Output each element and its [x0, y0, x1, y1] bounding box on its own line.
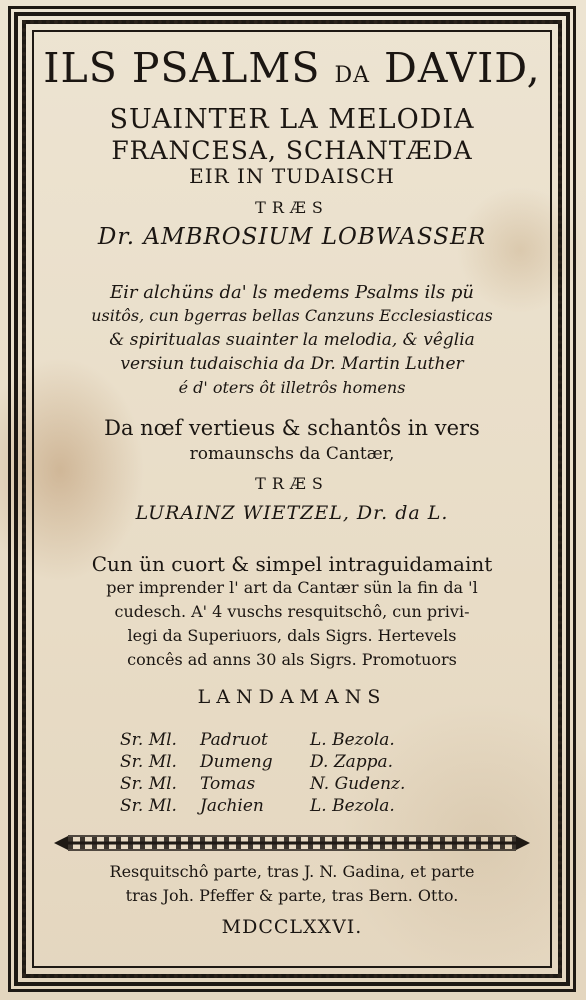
- landaman-last-name: L. Bezola.: [310, 796, 395, 816]
- landaman-title: Sr. Ml.: [120, 774, 177, 794]
- translation-line-2: romaunschs da Cantær,: [189, 444, 395, 464]
- imprint-line-2: tras Joh. Pfeffer & parte, tras Bern. Otto.: [125, 886, 459, 905]
- subtitle-line-2: FRANCESA, SCHANTÆDA: [111, 136, 473, 165]
- title-page-content: [38, 36, 546, 962]
- main-title: [38, 44, 546, 92]
- landaman-title: Sr. Ml.: [120, 730, 177, 750]
- title-david: DAVID,: [384, 44, 541, 92]
- title-da: DA: [334, 63, 370, 88]
- translation-traes: TRÆS: [255, 474, 329, 493]
- author-name: Dr. AMBROSIUM LOBWASSER: [97, 224, 487, 250]
- description-line-3: & spiritualas suainter la melodia, & vêglia: [109, 330, 475, 350]
- intro-line-3: cudesch. A' 4 vuschs resquitschô, cun privi-: [114, 602, 470, 621]
- landaman-title: Sr. Ml.: [120, 752, 177, 772]
- landamans-heading: LANDAMANS: [197, 686, 387, 708]
- description-line-5: é d' oters ôt illetrôs homens: [178, 378, 406, 397]
- intro-line-4: legi da Superiuors, dals Sigrs. Hertevels: [127, 626, 457, 645]
- intro-line-1: Cun ün cuort & simpel intraguidamaint: [91, 552, 493, 576]
- landaman-first-name: Padruot: [200, 730, 268, 750]
- translator-name: LURAINZ WIETZEL, Dr. da L.: [135, 502, 449, 524]
- imprint-line-1: Resquitschô parte, tras J. N. Gadina, et parte: [109, 862, 475, 881]
- landaman-first-name: Jachien: [200, 796, 264, 816]
- imprint-year: MDCCLXXVI.: [221, 916, 363, 938]
- subtitle-line-1: SUAINTER LA MELODIA: [109, 104, 475, 135]
- landaman-last-name: L. Bezola.: [310, 730, 395, 750]
- translation-line-1: Da nœf vertieus & schantôs in vers: [104, 416, 480, 440]
- landaman-title: Sr. Ml.: [120, 796, 177, 816]
- title-main: ILS PSALMS: [43, 44, 321, 92]
- intro-line-2: per imprender l' art da Cantær sün la fin da 'l: [106, 578, 478, 597]
- landaman-last-name: N. Gudenz.: [310, 774, 406, 794]
- description-line-2: usitôs, cun bgerras bellas Canzuns Ecclesiasticas: [91, 306, 493, 325]
- subtitle-line-3: EIR IN TUDAISCH: [189, 164, 395, 188]
- ornamental-divider: [52, 832, 532, 854]
- description-line-4: versiun tudaischia da Dr. Martin Luther: [120, 354, 464, 374]
- landaman-first-name: Tomas: [200, 774, 256, 794]
- author-traes: TRÆS: [255, 198, 329, 217]
- description-line-1: Eir alchüns da' ls medems Psalms ils pü: [109, 282, 475, 303]
- landaman-last-name: D. Zappa.: [310, 752, 394, 772]
- landaman-first-name: Dumeng: [200, 752, 273, 772]
- intro-line-5: concês ad anns 30 als Sigrs. Promotuors: [127, 650, 457, 669]
